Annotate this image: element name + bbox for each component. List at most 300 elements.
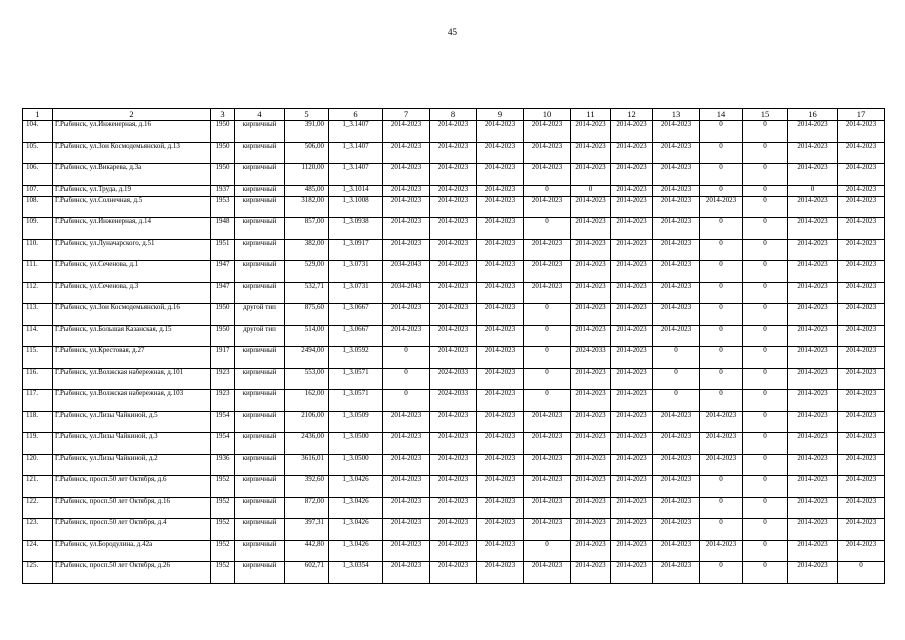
period-8-cell: 2014-2023: [430, 476, 477, 498]
period-9-cell: 2014-2023: [477, 185, 524, 196]
period-13-cell: 2014-2023: [653, 562, 700, 584]
period-8-cell: 2014-2023: [430, 282, 477, 304]
area-cell: 506,00: [285, 142, 329, 164]
housing-registry-table: [22, 108, 885, 584]
period-14-cell: 0: [700, 476, 743, 498]
period-14-cell: 2014-2023: [700, 411, 743, 433]
period-10-cell: 2014-2023: [524, 164, 571, 186]
period-11-cell: 2014-2023: [571, 218, 611, 240]
period-16-cell: 2014-2023: [788, 164, 838, 186]
period-7-cell: 2014-2023: [383, 519, 430, 541]
area-cell: 2436,00: [285, 433, 329, 455]
index-cell: 1_3.0592: [329, 347, 383, 369]
period-8-cell: 2014-2023: [430, 196, 477, 218]
address-cell: Г.Рыбинск, ул.Лизы Чайкиной, д.2: [53, 454, 211, 476]
period-15-cell: 0: [743, 121, 788, 143]
period-11-cell: 2014-2023: [571, 519, 611, 541]
area-cell: 162,00: [285, 390, 329, 412]
period-13-cell: 0: [653, 368, 700, 390]
area-cell: 485,00: [285, 185, 329, 196]
period-12-cell: 2014-2023: [611, 368, 653, 390]
period-10-cell: 2014-2023: [524, 476, 571, 498]
wall-material-cell: кирпичный: [235, 562, 285, 584]
period-13-cell: 2014-2023: [653, 476, 700, 498]
period-15-cell: 0: [743, 142, 788, 164]
period-15-cell: 0: [743, 185, 788, 196]
column-header-12: 12: [611, 109, 653, 121]
period-17-cell: 2014-2023: [838, 261, 885, 283]
period-14-cell: 0: [700, 185, 743, 196]
column-header-7: 7: [383, 109, 430, 121]
index-cell: 1_3.0426: [329, 476, 383, 498]
period-10-cell: 2014-2023: [524, 142, 571, 164]
period-14-cell: 2014-2023: [700, 196, 743, 218]
period-11-cell: 2014-2023: [571, 368, 611, 390]
row-number-cell: 124.: [23, 540, 53, 562]
period-9-cell: 2014-2023: [477, 121, 524, 143]
table-row: [23, 411, 885, 433]
period-17-cell: 2014-2023: [838, 476, 885, 498]
index-cell: 1_3.1407: [329, 121, 383, 143]
column-header-9: 9: [477, 109, 524, 121]
period-16-cell: 2014-2023: [788, 411, 838, 433]
period-11-cell: 2014-2023: [571, 454, 611, 476]
period-17-cell: 2014-2023: [838, 239, 885, 261]
period-7-cell: 2014-2023: [383, 164, 430, 186]
period-13-cell: 2014-2023: [653, 497, 700, 519]
table-row: [23, 282, 885, 304]
period-13-cell: 0: [653, 347, 700, 369]
build-year-cell: 1954: [211, 411, 235, 433]
period-17-cell: 2014-2023: [838, 411, 885, 433]
wall-material-cell: кирпичный: [235, 476, 285, 498]
period-9-cell: 2014-2023: [477, 540, 524, 562]
area-cell: 397,31: [285, 519, 329, 541]
period-10-cell: 2014-2023: [524, 239, 571, 261]
period-17-cell: 2014-2023: [838, 519, 885, 541]
period-14-cell: 2014-2023: [700, 454, 743, 476]
period-11-cell: 2014-2023: [571, 476, 611, 498]
period-16-cell: 2014-2023: [788, 142, 838, 164]
row-number-cell: 120.: [23, 454, 53, 476]
period-14-cell: 0: [700, 304, 743, 326]
index-cell: 1_3.0500: [329, 454, 383, 476]
area-cell: 3616,01: [285, 454, 329, 476]
period-16-cell: 2014-2023: [788, 540, 838, 562]
period-12-cell: 2014-2023: [611, 304, 653, 326]
period-8-cell: 2014-2023: [430, 142, 477, 164]
build-year-cell: 1952: [211, 562, 235, 584]
wall-material-cell: кирпичный: [235, 519, 285, 541]
period-17-cell: 2014-2023: [838, 497, 885, 519]
period-15-cell: 0: [743, 325, 788, 347]
table-row: [23, 218, 885, 240]
index-cell: 1_3.1008: [329, 196, 383, 218]
period-12-cell: 2014-2023: [611, 454, 653, 476]
period-8-cell: 2014-2023: [430, 540, 477, 562]
period-9-cell: 2014-2023: [477, 411, 524, 433]
period-15-cell: 0: [743, 454, 788, 476]
period-9-cell: 2014-2023: [477, 261, 524, 283]
period-9-cell: 2014-2023: [477, 476, 524, 498]
table-row: [23, 454, 885, 476]
area-cell: 532,71: [285, 282, 329, 304]
index-cell: 1_3.0426: [329, 519, 383, 541]
period-13-cell: 2014-2023: [653, 196, 700, 218]
period-8-cell: 2014-2023: [430, 433, 477, 455]
table-row: [23, 347, 885, 369]
period-13-cell: 2014-2023: [653, 239, 700, 261]
build-year-cell: 1952: [211, 476, 235, 498]
period-10-cell: 2014-2023: [524, 497, 571, 519]
period-10-cell: 2014-2023: [524, 454, 571, 476]
area-cell: 2494,00: [285, 347, 329, 369]
period-12-cell: 2014-2023: [611, 121, 653, 143]
period-15-cell: 0: [743, 164, 788, 186]
period-8-cell: 2024-2033: [430, 390, 477, 412]
period-11-cell: 2014-2023: [571, 304, 611, 326]
period-12-cell: 2014-2023: [611, 325, 653, 347]
period-17-cell: 2014-2023: [838, 282, 885, 304]
wall-material-cell: кирпичный: [235, 261, 285, 283]
period-10-cell: 0: [524, 304, 571, 326]
period-9-cell: 2014-2023: [477, 562, 524, 584]
wall-material-cell: кирпичный: [235, 218, 285, 240]
wall-material-cell: другой тип: [235, 325, 285, 347]
index-cell: 1_3.0354: [329, 562, 383, 584]
build-year-cell: 1951: [211, 239, 235, 261]
table-row: [23, 196, 885, 218]
row-number-cell: 119.: [23, 433, 53, 455]
period-11-cell: 0: [571, 185, 611, 196]
period-8-cell: 2024-2033: [430, 368, 477, 390]
period-16-cell: 2014-2023: [788, 196, 838, 218]
period-15-cell: 0: [743, 347, 788, 369]
wall-material-cell: кирпичный: [235, 196, 285, 218]
period-16-cell: 2014-2023: [788, 282, 838, 304]
period-14-cell: 2014-2023: [700, 540, 743, 562]
wall-material-cell: кирпичный: [235, 390, 285, 412]
period-7-cell: 2014-2023: [383, 196, 430, 218]
index-cell: 1_3.0731: [329, 261, 383, 283]
row-number-cell: 125.: [23, 562, 53, 584]
period-7-cell: 0: [383, 347, 430, 369]
build-year-cell: 1937: [211, 185, 235, 196]
period-15-cell: 0: [743, 433, 788, 455]
period-12-cell: 2014-2023: [611, 347, 653, 369]
period-15-cell: 0: [743, 218, 788, 240]
column-header-10: 10: [524, 109, 571, 121]
period-12-cell: 2014-2023: [611, 497, 653, 519]
build-year-cell: 1923: [211, 368, 235, 390]
build-year-cell: 1948: [211, 218, 235, 240]
period-8-cell: 2014-2023: [430, 347, 477, 369]
column-header-5: 5: [285, 109, 329, 121]
table-row: [23, 476, 885, 498]
wall-material-cell: кирпичный: [235, 497, 285, 519]
index-cell: 1_3.0667: [329, 325, 383, 347]
period-17-cell: 2014-2023: [838, 185, 885, 196]
period-15-cell: 0: [743, 519, 788, 541]
period-13-cell: 2014-2023: [653, 519, 700, 541]
index-cell: 1_3.0426: [329, 540, 383, 562]
period-10-cell: 0: [524, 185, 571, 196]
period-10-cell: 0: [524, 218, 571, 240]
period-11-cell: 2014-2023: [571, 282, 611, 304]
wall-material-cell: кирпичный: [235, 164, 285, 186]
period-10-cell: 2014-2023: [524, 121, 571, 143]
column-number-header-row: [23, 109, 885, 121]
period-14-cell: 0: [700, 390, 743, 412]
period-10-cell: 2014-2023: [524, 562, 571, 584]
index-cell: 1_3.0571: [329, 390, 383, 412]
area-cell: 602,71: [285, 562, 329, 584]
column-header-2: 2: [53, 109, 211, 121]
table-row: [23, 433, 885, 455]
address-cell: Г.Рыбинск, ул.Волжская набережная, д.103: [53, 390, 211, 412]
build-year-cell: 1950: [211, 164, 235, 186]
period-10-cell: 2014-2023: [524, 433, 571, 455]
period-17-cell: 2014-2023: [838, 368, 885, 390]
period-17-cell: 0: [838, 562, 885, 584]
row-number-cell: 108.: [23, 196, 53, 218]
period-15-cell: 0: [743, 411, 788, 433]
build-year-cell: 1954: [211, 433, 235, 455]
address-cell: Г.Рыбинск, ул.Луначарского, д.51: [53, 239, 211, 261]
period-9-cell: 2014-2023: [477, 454, 524, 476]
index-cell: 1_3.0667: [329, 304, 383, 326]
table-row: [23, 390, 885, 412]
row-number-cell: 109.: [23, 218, 53, 240]
period-14-cell: 0: [700, 142, 743, 164]
build-year-cell: 1923: [211, 390, 235, 412]
period-10-cell: 0: [524, 325, 571, 347]
row-number-cell: 121.: [23, 476, 53, 498]
period-7-cell: 2014-2023: [383, 185, 430, 196]
build-year-cell: 1953: [211, 196, 235, 218]
period-8-cell: 2014-2023: [430, 261, 477, 283]
period-12-cell: 2014-2023: [611, 261, 653, 283]
period-10-cell: 0: [524, 390, 571, 412]
row-number-cell: 113.: [23, 304, 53, 326]
wall-material-cell: кирпичный: [235, 282, 285, 304]
address-cell: Г.Рыбинск, ул.Труда, д.19: [53, 185, 211, 196]
column-header-8: 8: [430, 109, 477, 121]
row-number-cell: 107.: [23, 185, 53, 196]
area-cell: 442,80: [285, 540, 329, 562]
period-13-cell: 2014-2023: [653, 304, 700, 326]
period-7-cell: 2014-2023: [383, 454, 430, 476]
period-12-cell: 2014-2023: [611, 519, 653, 541]
table-row: [23, 325, 885, 347]
period-7-cell: 2014-2023: [383, 540, 430, 562]
period-9-cell: 2014-2023: [477, 164, 524, 186]
period-16-cell: 2014-2023: [788, 239, 838, 261]
period-9-cell: 2014-2023: [477, 304, 524, 326]
period-7-cell: 2014-2023: [383, 218, 430, 240]
period-12-cell: 2014-2023: [611, 164, 653, 186]
address-cell: Г.Рыбинск, ул.Лизы Чайкиной, д.5: [53, 411, 211, 433]
period-15-cell: 0: [743, 562, 788, 584]
period-7-cell: 2014-2023: [383, 562, 430, 584]
period-11-cell: 2014-2023: [571, 239, 611, 261]
build-year-cell: 1952: [211, 519, 235, 541]
period-9-cell: 2014-2023: [477, 325, 524, 347]
period-7-cell: 2014-2023: [383, 411, 430, 433]
period-14-cell: 0: [700, 282, 743, 304]
index-cell: 1_3.0917: [329, 239, 383, 261]
wall-material-cell: кирпичный: [235, 185, 285, 196]
period-14-cell: 2014-2023: [700, 433, 743, 455]
period-13-cell: 2014-2023: [653, 454, 700, 476]
period-7-cell: 2014-2023: [383, 497, 430, 519]
period-11-cell: 2014-2023: [571, 540, 611, 562]
table-row: [23, 497, 885, 519]
wall-material-cell: другой тип: [235, 304, 285, 326]
period-10-cell: 0: [524, 540, 571, 562]
period-14-cell: 0: [700, 347, 743, 369]
address-cell: Г.Рыбинск, ул.Солнечная, д.5: [53, 196, 211, 218]
period-7-cell: 2014-2023: [383, 239, 430, 261]
period-10-cell: 2014-2023: [524, 411, 571, 433]
area-cell: 529,00: [285, 261, 329, 283]
period-11-cell: 2024-2033: [571, 347, 611, 369]
period-7-cell: 2034-2043: [383, 282, 430, 304]
row-number-cell: 106.: [23, 164, 53, 186]
period-8-cell: 2014-2023: [430, 454, 477, 476]
period-11-cell: 2014-2023: [571, 433, 611, 455]
period-11-cell: 2014-2023: [571, 142, 611, 164]
period-13-cell: 2014-2023: [653, 540, 700, 562]
index-cell: 1_3.0500: [329, 433, 383, 455]
table-row: [23, 164, 885, 186]
table-row: [23, 540, 885, 562]
period-12-cell: 2014-2023: [611, 282, 653, 304]
period-8-cell: 2014-2023: [430, 239, 477, 261]
build-year-cell: 1950: [211, 121, 235, 143]
area-cell: 3182,00: [285, 196, 329, 218]
column-header-17: 17: [838, 109, 885, 121]
wall-material-cell: кирпичный: [235, 347, 285, 369]
period-11-cell: 2014-2023: [571, 196, 611, 218]
period-12-cell: 2014-2023: [611, 540, 653, 562]
period-17-cell: 2014-2023: [838, 164, 885, 186]
address-cell: Г.Рыбинск, ул.Большая Казанская, д.15: [53, 325, 211, 347]
table-row: [23, 304, 885, 326]
index-cell: 1_3.0426: [329, 497, 383, 519]
column-header-3: 3: [211, 109, 235, 121]
period-7-cell: 2014-2023: [383, 121, 430, 143]
period-15-cell: 0: [743, 282, 788, 304]
index-cell: 1_3.1014: [329, 185, 383, 196]
address-cell: Г.Рыбинск, ул.Волжская набережная, д.101: [53, 368, 211, 390]
address-cell: Г.Рыбинск, ул.Инженерная, д.14: [53, 218, 211, 240]
period-15-cell: 0: [743, 261, 788, 283]
build-year-cell: 1947: [211, 282, 235, 304]
period-16-cell: 2014-2023: [788, 476, 838, 498]
period-9-cell: 2014-2023: [477, 196, 524, 218]
index-cell: 1_3.0731: [329, 282, 383, 304]
area-cell: 514,00: [285, 325, 329, 347]
table-body: [23, 121, 885, 584]
period-7-cell: 2014-2023: [383, 433, 430, 455]
table-row: [23, 261, 885, 283]
table-row: [23, 368, 885, 390]
address-cell: Г.Рыбинск, ул.Крестовая, д.27: [53, 347, 211, 369]
period-8-cell: 2014-2023: [430, 121, 477, 143]
period-13-cell: 2014-2023: [653, 282, 700, 304]
period-9-cell: 2014-2023: [477, 142, 524, 164]
period-16-cell: 2014-2023: [788, 261, 838, 283]
period-12-cell: 2014-2023: [611, 218, 653, 240]
period-15-cell: 0: [743, 368, 788, 390]
build-year-cell: 1950: [211, 142, 235, 164]
address-cell: Г.Рыбинск, ул.Сеченова, д.3: [53, 282, 211, 304]
column-header-16: 16: [788, 109, 838, 121]
period-11-cell: 2014-2023: [571, 325, 611, 347]
period-15-cell: 0: [743, 476, 788, 498]
period-9-cell: 2014-2023: [477, 347, 524, 369]
period-13-cell: 2014-2023: [653, 218, 700, 240]
build-year-cell: 1936: [211, 454, 235, 476]
build-year-cell: 1950: [211, 325, 235, 347]
area-cell: 392,60: [285, 476, 329, 498]
period-14-cell: 0: [700, 239, 743, 261]
period-14-cell: 0: [700, 497, 743, 519]
area-cell: 391,00: [285, 121, 329, 143]
address-cell: Г.Рыбинск, просп.50 лет Октября, д.26: [53, 562, 211, 584]
period-14-cell: 0: [700, 164, 743, 186]
area-cell: 2106,00: [285, 411, 329, 433]
period-17-cell: 2014-2023: [838, 454, 885, 476]
period-12-cell: 2014-2023: [611, 239, 653, 261]
column-header-4: 4: [235, 109, 285, 121]
wall-material-cell: кирпичный: [235, 142, 285, 164]
period-17-cell: 2014-2023: [838, 347, 885, 369]
address-cell: Г.Рыбинск, ул.Викарева, д.3а: [53, 164, 211, 186]
period-14-cell: 0: [700, 121, 743, 143]
period-10-cell: 2014-2023: [524, 519, 571, 541]
row-number-cell: 104.: [23, 121, 53, 143]
period-16-cell: 2014-2023: [788, 347, 838, 369]
period-9-cell: 2014-2023: [477, 433, 524, 455]
period-9-cell: 2014-2023: [477, 368, 524, 390]
period-9-cell: 2014-2023: [477, 239, 524, 261]
address-cell: Г.Рыбинск, просп.50 лет Октября, д.6: [53, 476, 211, 498]
period-17-cell: 2014-2023: [838, 304, 885, 326]
period-16-cell: 2014-2023: [788, 218, 838, 240]
period-12-cell: 2014-2023: [611, 390, 653, 412]
period-8-cell: 2014-2023: [430, 164, 477, 186]
period-9-cell: 2014-2023: [477, 218, 524, 240]
period-11-cell: 2014-2023: [571, 121, 611, 143]
table-row: [23, 562, 885, 584]
period-8-cell: 2014-2023: [430, 304, 477, 326]
wall-material-cell: кирпичный: [235, 239, 285, 261]
area-cell: 857,00: [285, 218, 329, 240]
address-cell: Г.Рыбинск, ул.Сеченова, д.1: [53, 261, 211, 283]
period-9-cell: 2014-2023: [477, 497, 524, 519]
row-number-cell: 105.: [23, 142, 53, 164]
wall-material-cell: кирпичный: [235, 368, 285, 390]
period-16-cell: 2014-2023: [788, 433, 838, 455]
index-cell: 1_3.0571: [329, 368, 383, 390]
period-13-cell: 2014-2023: [653, 325, 700, 347]
build-year-cell: 1917: [211, 347, 235, 369]
column-header-6: 6: [329, 109, 383, 121]
wall-material-cell: кирпичный: [235, 454, 285, 476]
area-cell: 382,00: [285, 239, 329, 261]
